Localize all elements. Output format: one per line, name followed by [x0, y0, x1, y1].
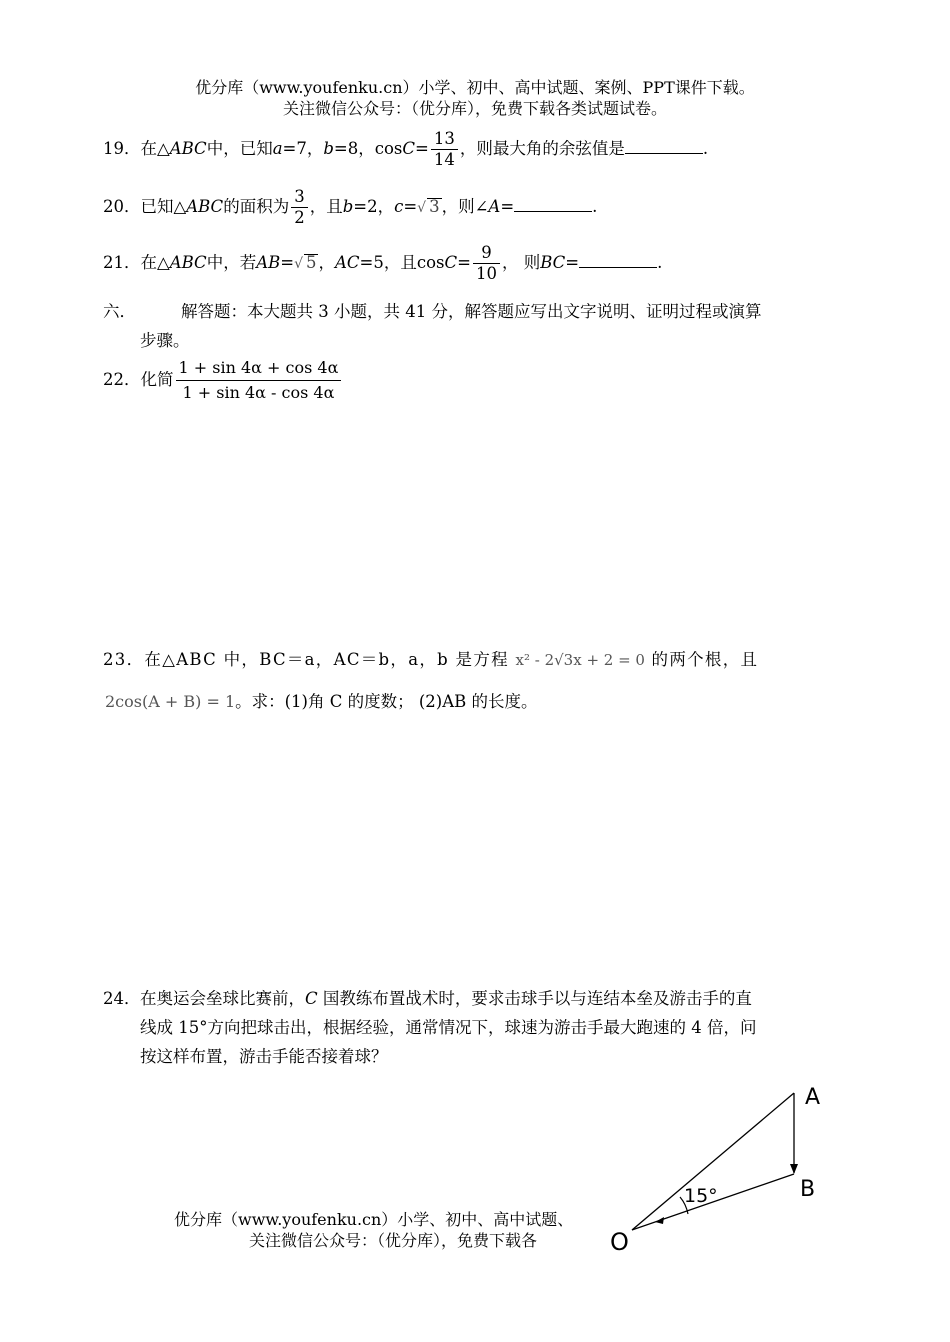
q21-text-7: ， 则	[501, 253, 541, 272]
arrow-head-o	[655, 1217, 664, 1224]
q21-text-4: ，	[318, 253, 335, 272]
question-number: 19．	[103, 139, 141, 158]
q23-equation: x² - 2√3x + 2 = 0	[515, 651, 645, 669]
section-6-line-1: 解答题：本大题共 3 小题，共 41 分，解答题应写出文字说明、证明过程或演算	[181, 302, 762, 321]
question-21	[103, 243, 662, 284]
fraction-numerator: 9	[473, 243, 500, 264]
q20-text-6: ，则∠	[441, 197, 489, 216]
question-23-line-1	[103, 648, 848, 672]
question-23-line-2	[105, 690, 538, 714]
q19-abc: ABC	[169, 139, 207, 158]
q24-line-3: 按这样布置，游击手能否接着球？	[140, 1047, 388, 1066]
q20-text-3: ，且	[309, 197, 343, 216]
q24-line-2: 线成 15°方向把球击出，根据经验，通常情况下，球速为游击手最大跑速的 4 倍，问	[140, 1018, 757, 1037]
answer-blank[interactable]	[625, 137, 703, 154]
q24-line-1a: 在奥运会垒球比赛前，	[140, 989, 305, 1008]
header-line-1: 优分库（www.youfenku.cn）小学、初中、高中试题、案例、PPT课件下载。	[195, 78, 755, 97]
q19-b: b	[323, 139, 334, 158]
angle-label: 15°	[684, 1185, 718, 1207]
q21-text-2: 中，若	[206, 253, 257, 272]
question-number: 22．	[103, 370, 141, 389]
q21-c: C	[444, 253, 458, 272]
fraction-denominator: 14	[433, 150, 455, 169]
sqrt-symbol: √	[294, 256, 303, 272]
fraction-denominator: 1 + sin 4α - cos 4α	[182, 383, 335, 402]
fraction	[176, 356, 342, 405]
q20-text-1: 已知△	[140, 197, 187, 216]
q21-text-5: =5，且cos	[359, 253, 445, 272]
label-a: A	[805, 1085, 821, 1110]
footer-line-2: 关注微信公众号：（优分库），免费下载各	[249, 1231, 538, 1250]
q20-abc: ABC	[186, 197, 224, 216]
fraction-denominator: 2	[294, 208, 305, 227]
q19-text-1: 在△	[140, 139, 170, 158]
label-o: O	[610, 1228, 629, 1255]
q19-text-2: 中，已知	[206, 139, 273, 158]
baseball-diagram	[600, 1080, 840, 1255]
q24-country-c: C	[305, 989, 318, 1008]
q20-text-7: =	[500, 197, 515, 216]
sqrt-radicand: 3	[429, 197, 440, 216]
q21-text-1: 在△	[140, 253, 170, 272]
question-20	[103, 187, 597, 228]
answer-blank[interactable]	[514, 195, 592, 212]
fraction-numerator: 3	[291, 187, 308, 208]
q20-text-4: =2，	[353, 197, 395, 216]
q23-text-2: 的两个根，且	[651, 650, 759, 669]
question-24-body	[140, 984, 846, 1071]
q21-ac: AC	[334, 253, 360, 272]
section-6-line-2: 步骤。	[140, 331, 190, 350]
q24-line-1	[140, 984, 846, 1013]
q19-end: .	[702, 139, 709, 158]
q19-text-6: ，则最大角的余弦值是	[459, 139, 625, 158]
q20-angle-a: A	[488, 197, 501, 216]
question-number: 20．	[103, 197, 141, 216]
question-number: 23．	[103, 650, 145, 669]
q23-text-3: 。求：(1)角 C 的度数； (2)AB 的长度。	[235, 692, 538, 711]
fraction-numerator: 13	[431, 129, 458, 150]
q20-end: .	[592, 197, 598, 216]
fraction	[473, 243, 500, 284]
q22-text-1: 化简	[140, 370, 174, 389]
q21-text-8: =	[565, 253, 580, 272]
label-b: B	[800, 1177, 816, 1202]
fraction-numerator: 1 + sin 4α + cos 4α	[176, 356, 342, 381]
q21-text-3: =	[280, 253, 295, 272]
q21-ab: AB	[256, 253, 281, 272]
sqrt-symbol: √	[417, 200, 427, 216]
q24-line-1b: 国教练布置战术时，要求击球手以与连结本垒及游击手的直	[317, 989, 752, 1008]
line-oa	[632, 1093, 794, 1230]
q20-text-5: =	[403, 197, 418, 216]
q21-text-6: =	[457, 253, 471, 272]
question-24-number: 24．	[103, 989, 141, 1008]
fraction	[431, 129, 458, 170]
section-6-number: 六．	[103, 302, 136, 321]
sqrt-radicand: 5	[305, 253, 317, 272]
q20-b: b	[342, 197, 354, 216]
arrow-head-b	[790, 1164, 798, 1174]
q19-text-4: =8，cos	[333, 139, 403, 158]
question-number: 21．	[103, 253, 141, 272]
q21-end: .	[657, 253, 663, 272]
header-line-2: 关注微信公众号：（优分库），免费下载各类试题试卷。	[282, 99, 667, 118]
q20-text-2: 的面积为	[223, 197, 290, 216]
fraction	[291, 187, 308, 228]
fraction-denominator: 10	[475, 264, 497, 283]
q19-text-5: =	[415, 139, 429, 158]
question-19	[103, 129, 708, 170]
q19-a: a	[272, 139, 283, 158]
q21-bc: BC	[540, 253, 566, 272]
q21-abc: ABC	[169, 253, 207, 272]
q23-equation-2: 2cos(A + B) = 1	[105, 692, 236, 711]
footer-line-1: 优分库（www.youfenku.cn）小学、初中、高中试题、	[174, 1210, 574, 1229]
question-22	[103, 356, 343, 405]
q20-c: c	[394, 197, 404, 216]
q19-c: C	[402, 139, 416, 158]
answer-blank[interactable]	[579, 251, 657, 268]
q23-text-1: 在△ABC 中，BC＝a，AC＝b，a，b 是方程	[144, 650, 509, 669]
q19-text-3: =7，	[282, 139, 324, 158]
